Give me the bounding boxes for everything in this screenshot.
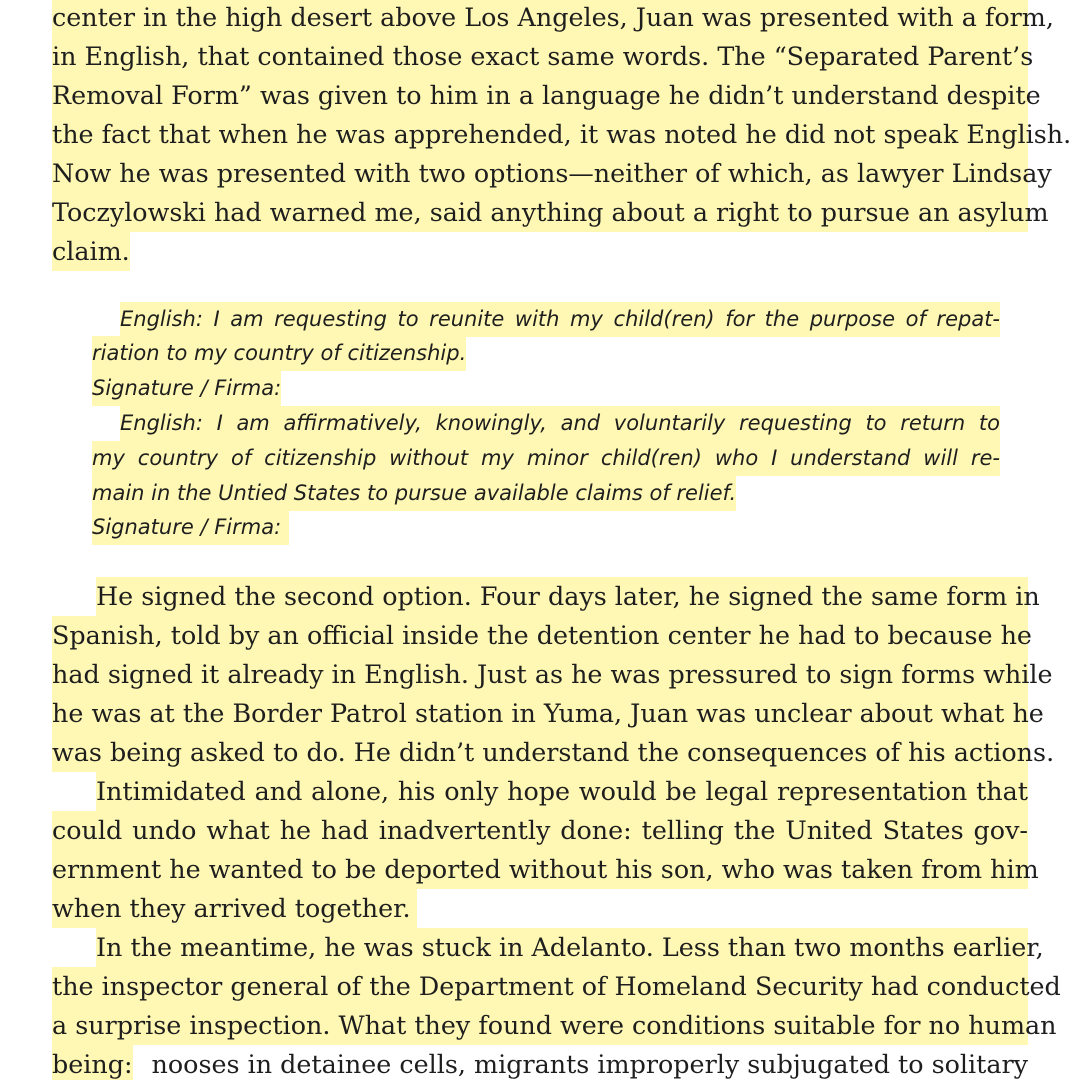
paragraph-1-line-3: Removal Form” was given to him in a language he didn’t understand despite — [52, 76, 1028, 115]
paragraph-1-line-2: in English, that contained those exact same words. The “Separated Parent’s — [52, 37, 1028, 76]
form-option-2-line-2: my country of citizenship without my minor child(ren) who I understand will re- — [92, 441, 1000, 476]
paragraph-4-line-2: the inspector general of the Department of Homeland Security had conducted — [52, 967, 1028, 1006]
paragraph-4-line-3: a surprise inspection. What they found were conditions suitable for no human — [52, 1006, 1028, 1045]
paragraph-3-line-1: Intimidated and alone, his only hope would be legal representation that — [96, 772, 1028, 811]
paragraph-2-line-3: had signed it already in English. Just as he was pressured to sign forms while — [52, 655, 1028, 694]
paragraph-4-line-4-rest: nooses in detainee cells, migrants improperly subjugated to solitary — [143, 1049, 1028, 1079]
paragraph-2-line-4: he was at the Border Patrol station in Yuma, Juan was unclear about what he — [52, 694, 1028, 733]
paragraph-1-line-7: claim. — [52, 232, 130, 271]
form-option-1-line-2: riation to my country of citizenship. — [92, 336, 466, 371]
form-signature-1: Signature / Firma: — [92, 371, 281, 406]
paragraph-1-line-1: center in the high desert above Los Angeles, Juan was presented with a form, — [52, 0, 1028, 37]
paragraph-3-line-3: ernment he wanted to be deported without his son, who was taken from him — [52, 850, 1028, 889]
paragraph-2-line-5: was being asked to do. He didn’t understand the consequences of his actions. — [52, 733, 1028, 772]
paragraph-4-line-4 — [52, 1045, 1028, 1080]
highlighted-word: being: — [52, 1045, 133, 1080]
paragraph-4-line-1: In the meantime, he was stuck in Adelanto. Less than two months earlier, — [96, 928, 1028, 967]
paragraph-1-line-5: Now he was presented with two options—neither of which, as lawyer Lindsay — [52, 154, 1028, 193]
form-signature-2: Signature / Firma: — [92, 510, 289, 545]
paragraph-1-line-6: Toczylowski had warned me, said anything about a right to pursue an asylum — [52, 193, 1028, 232]
paragraph-3-line-4: when they arrived together. — [52, 889, 417, 928]
paragraph-3-line-2: could undo what he had inadvertently done: telling the United States gov- — [52, 811, 1028, 850]
paragraph-2-line-1: He signed the second option. Four days later, he signed the same form in — [96, 577, 1028, 616]
form-option-1-line-1: English: I am requesting to reunite with my child(ren) for the purpose of repat- — [120, 302, 1000, 337]
paragraph-1-line-4: the fact that when he was apprehended, it was noted he did not speak English. — [52, 115, 1028, 154]
form-option-2-line-3: main in the Untied States to pursue available claims of relief. — [92, 476, 736, 511]
form-option-2-line-1: English: I am affirmatively, knowingly, and voluntarily requesting to return to — [120, 406, 1000, 441]
paragraph-2-line-2: Spanish, told by an official inside the detention center he had to because he — [52, 616, 1028, 655]
